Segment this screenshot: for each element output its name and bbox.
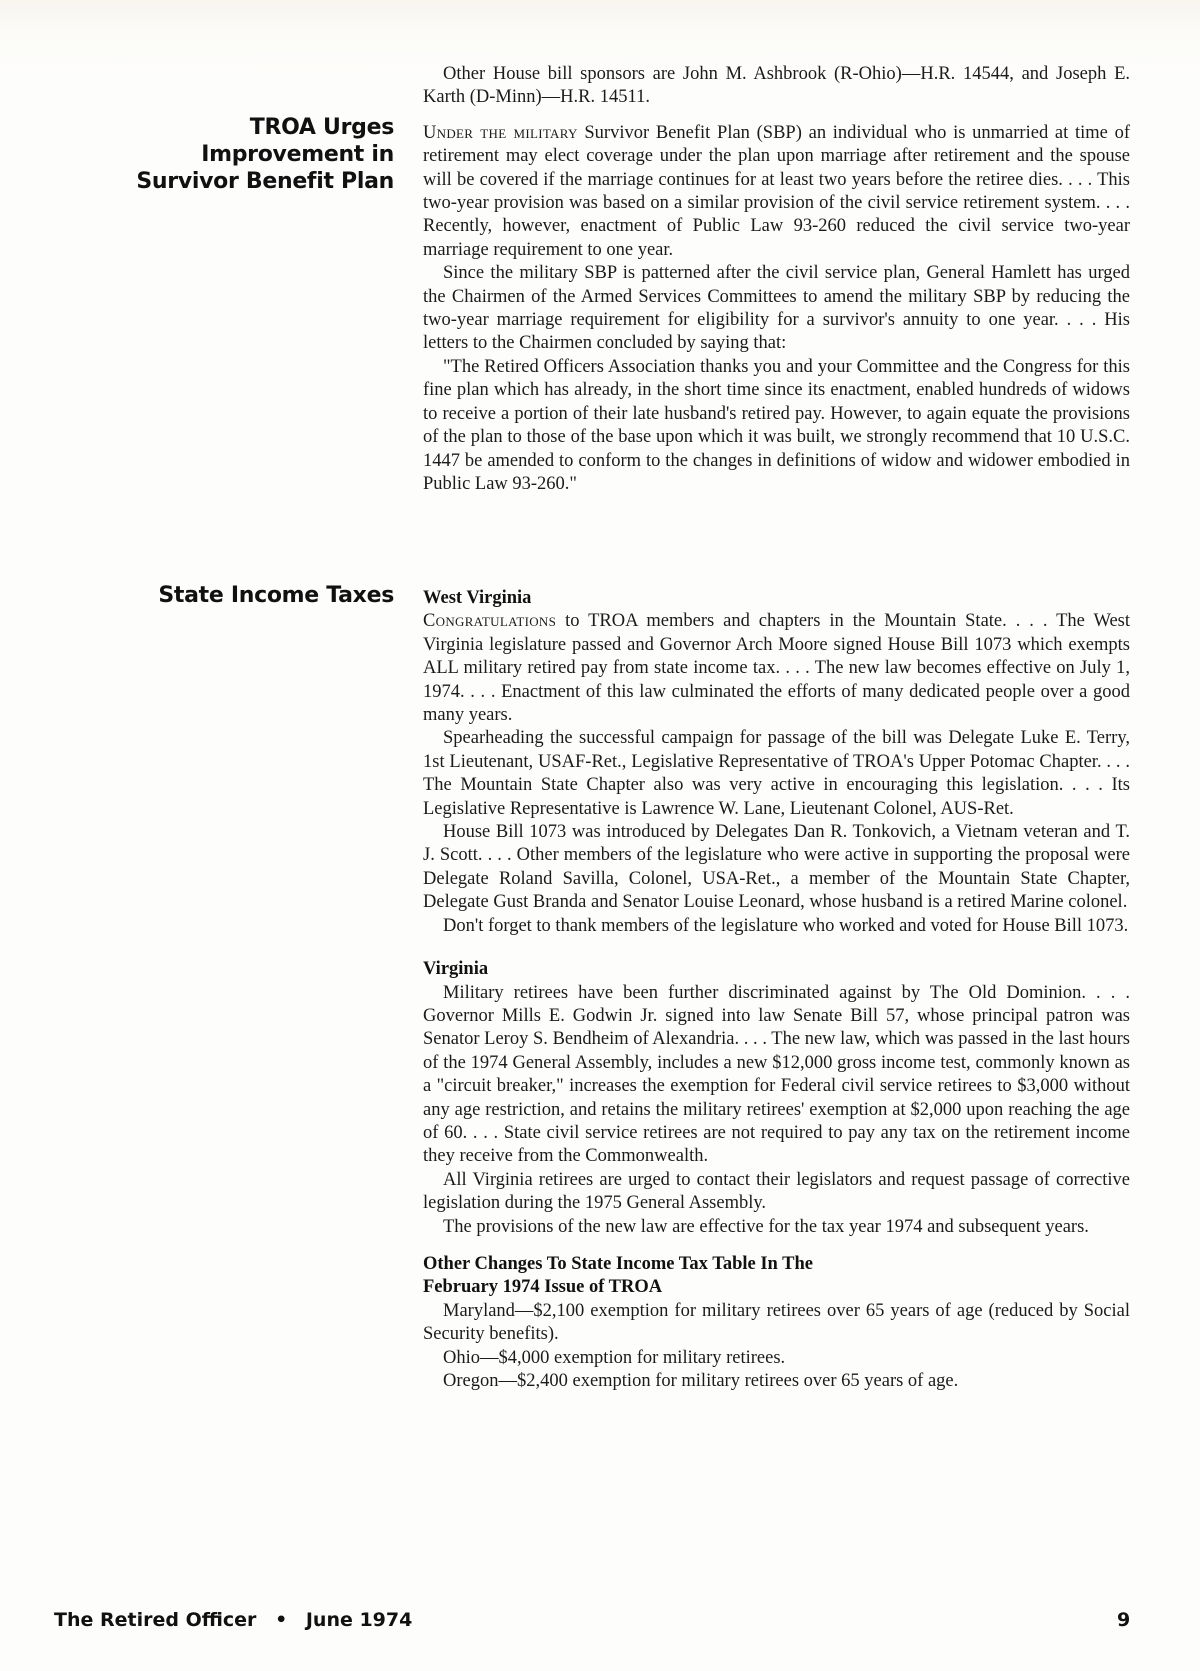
- sbp-heading-line: TROA Urges: [249, 115, 394, 140]
- footer-publication: [54, 1609, 412, 1631]
- wv-paragraph-4: Don't forget to thank members of the legislature who worked and voted for House Bill 1073.: [443, 915, 1129, 936]
- state-income-taxes-heading-text: State Income Taxes: [158, 583, 394, 608]
- state-income-taxes-heading: [158, 582, 394, 609]
- sbp-quote-paragraph: "The Retired Officers Association thanks you and your Committee and the Congress for this fine plan which has already, in the short time since its enactment, enabled hundreds of widows to receive a portion of their late husband's retired pay. However, to again equate the provisions of the plan to those of the base upon which it was built, we strongly recommend that 10 U.S.C. 1447 be amended to conform to the changes in definitions of widow and widower embodied in Public Law 93-260.": [423, 356, 1130, 494]
- other-change-item: Ohio—$4,000 exemption for military retirees.: [443, 1347, 786, 1368]
- wv-lead-in: Congratulations: [423, 611, 557, 632]
- main-column-top: [423, 63, 1130, 496]
- other-changes-title: [423, 1253, 1130, 1300]
- sbp-paragraph-1: [423, 122, 1130, 262]
- sbp-paragraph-1-text: Survivor Benefit Plan (SBP) an individual who is unmarried at time of retirement may elect coverage under the plan upon marriage after retirement and the spouse will be covered if the marriage continues for at least two years before the retiree dies. . . . This two-year provision was based on a similar provision of the civil service retirement system. . . . Recently, however, enactment of Public Law 93-260 reduced the civil service two-year marriage requirement to one year.: [423, 122, 1130, 260]
- state-income-taxes-section: [423, 587, 1130, 1393]
- wv-paragraph-1-text: to TROA members and chapters in the Mountain State. . . . The West Virginia legislature passed and Governor Arch Moore signed House Bill 1073 which exempts ALL military retired pay from state income tax. . . . The new law becomes effective on July 1, 1974. . . . Enactment of this law culminated the efforts of many dedicated people over a good many years.: [423, 611, 1130, 726]
- wv-paragraph-2: Spearheading the successful campaign for passage of the bill was Delegate Luke E. Terry, 1st Lieutenant, USAF-Ret., Legislative Representative of TROA's Upper Potomac Chapter. . . . The Mountain State Chapter also was very active in encouraging this legislation. . . . Its Legislative Representative is Lawrence W. Lane, Lieutenant Colonel, AUS-Ret.: [423, 728, 1130, 819]
- wv-paragraph-1: [423, 610, 1130, 727]
- page-number: 9: [1117, 1609, 1131, 1631]
- sbp-heading-line: Improvement in: [201, 142, 394, 167]
- sbp-lead-in: Under the military: [423, 122, 578, 143]
- va-paragraph-3: The provisions of the new law are effective for the tax year 1974 and subsequent years.: [443, 1216, 1089, 1237]
- va-paragraph-1: Military retirees have been further discriminated against by The Old Dominion. . . . Governor Mills E. Godwin Jr. signed into law Senate Bill 57, whose principal patron was Senator Leroy S. Bendheim of Alexandria. . . . The new law, which was passed in the last hours of the 1974 General Assembly, includes a new $12,000 gross income test, commonly known as a "circuit breaker," increases the exemption for Federal civil service retirees to $3,000 without any age restriction, and retains the military retirees' exemption at $2,000 upon reaching the age of 60. . . . State civil service retirees are not required to pay any tax on the retirement income they receive from the Commonwealth.: [423, 982, 1130, 1167]
- intro-paragraph: Other House bill sponsors are John M. Ashbrook (R-Ohio)—H.R. 14544, and Joseph E. Karth (D-Minn)—H.R. 14511.: [423, 64, 1130, 108]
- va-paragraph-2: All Virginia retirees are urged to contact their legislators and request passage of corrective legislation during the 1975 General Assembly.: [423, 1169, 1130, 1214]
- sbp-heading: [136, 114, 394, 195]
- other-change-item: Maryland—$2,100 exemption for military retirees over 65 years of age (reduced by Social Security benefits).: [423, 1300, 1130, 1345]
- sbp-paragraph-2: Since the military SBP is patterned after the civil service plan, General Hamlett has urged the Chairmen of the Armed Services Committees to amend the military SBP by reducing the two-year marriage requirement for eligibility for a survivor's annuity to one year. . . . His letters to the Chairmen concluded by saying that:: [423, 263, 1130, 354]
- publication-name: The Retired Officer: [54, 1609, 257, 1631]
- other-change-item: Oregon—$2,400 exemption for military retirees over 65 years of age.: [443, 1371, 959, 1391]
- west-virginia-title: West Virginia: [423, 588, 532, 608]
- other-changes-title-line: February 1974 Issue of TROA: [423, 1277, 663, 1298]
- virginia-title: Virginia: [423, 959, 489, 980]
- other-changes-title-line: Other Changes To State Income Tax Table In The: [423, 1253, 813, 1274]
- sbp-heading-line: Survivor Benefit Plan: [136, 169, 394, 194]
- issue-date: June 1974: [305, 1609, 413, 1631]
- wv-paragraph-3: House Bill 1073 was introduced by Delegates Dan R. Tonkovich, a Vietnam veteran and T. J. Scott. . . . Other members of the legislature who were active in supporting the proposal were Delegate Roland Savilla, Colonel, USA-Ret., a member of the Mountain State Chapter, Delegate Gust Branda and Senator Louise Leonard, whose husband is a retired Marine colonel.: [423, 822, 1130, 913]
- footer-separator: •: [275, 1609, 288, 1631]
